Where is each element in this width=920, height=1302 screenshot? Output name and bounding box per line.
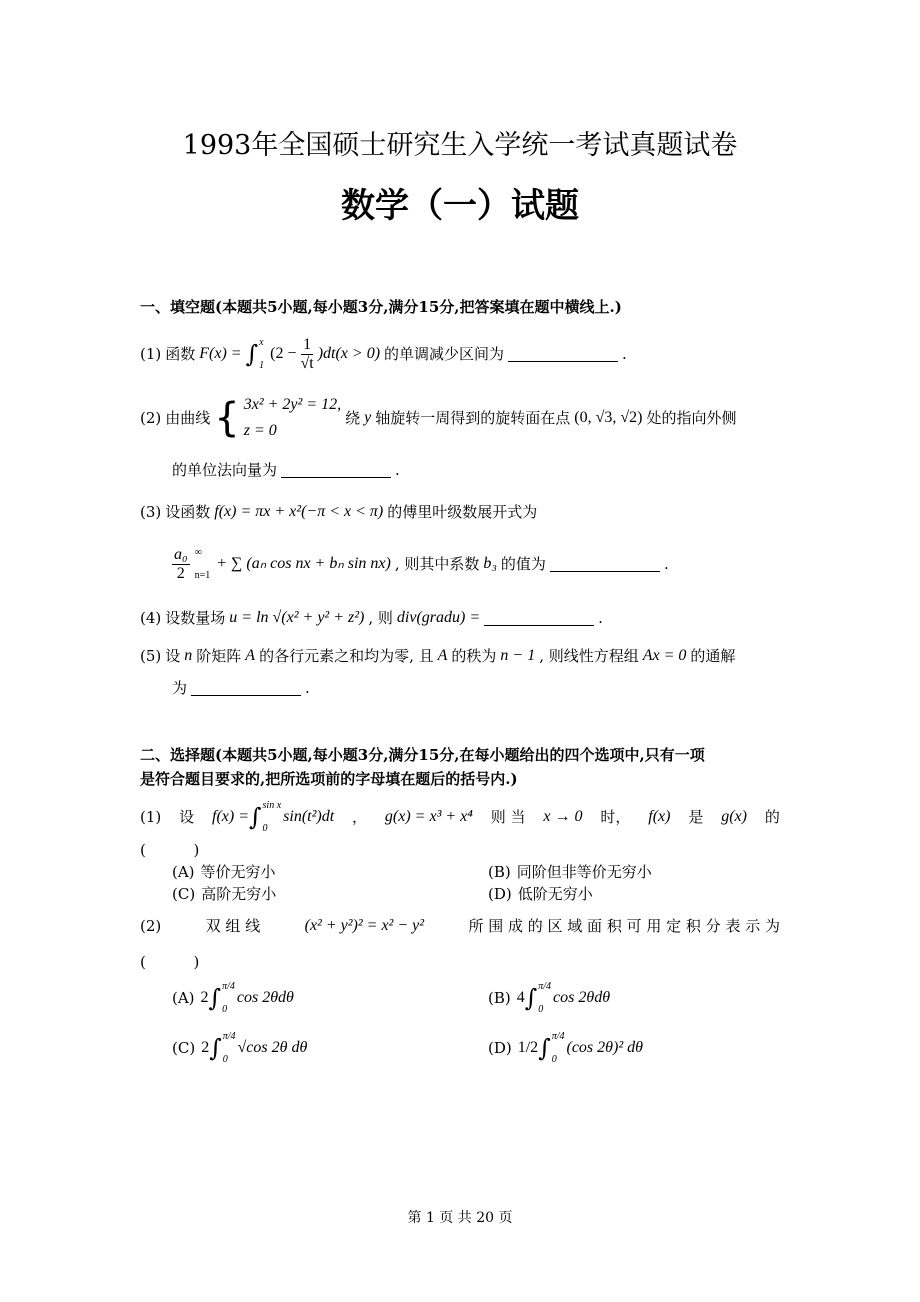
option-a[interactable]	[172, 861, 488, 883]
text: 的秩为	[451, 647, 497, 665]
option-label: (C)	[172, 1039, 196, 1057]
lower-limit: 0	[262, 823, 268, 834]
integral-limits	[552, 1031, 565, 1065]
math-expr: f(x)	[648, 808, 671, 825]
s1-question-4	[140, 603, 780, 633]
integral-sign: ∫	[208, 984, 222, 1012]
math-expr: F(x) =	[199, 345, 242, 362]
integral	[518, 1031, 643, 1065]
text: 的傅里叶级数展开式为	[387, 503, 538, 521]
math-expr: + ∑ (aₙ cos nx + bₙ sin nx)	[216, 555, 391, 572]
question-number: (3)	[140, 503, 162, 521]
answer-blank[interactable]	[191, 681, 301, 696]
integral-limits	[263, 800, 282, 834]
math-expr: cos 2θdθ	[236, 989, 294, 1006]
text: 的	[764, 808, 780, 826]
answer-blank[interactable]	[281, 463, 391, 478]
page-footer: 第 1 页 共 20 页	[407, 1210, 513, 1226]
text: 则 当	[490, 808, 526, 826]
option-b[interactable]	[488, 861, 780, 883]
text: 双 组 线	[205, 917, 261, 935]
option-text: 低阶无穷小	[517, 885, 593, 903]
fraction	[172, 546, 190, 583]
option-d[interactable]	[488, 1031, 780, 1065]
coefficient: 2	[200, 989, 209, 1006]
equation: z = 0	[243, 422, 277, 439]
sum-lower: n=1	[194, 570, 211, 581]
text: 设函数	[165, 503, 211, 521]
lower-limit: 0	[222, 1004, 228, 1015]
option-label: (A)	[172, 863, 195, 881]
math-expr: div(gradu) =	[396, 609, 481, 626]
text: 设	[165, 647, 181, 665]
coefficient: 1/2	[517, 1039, 539, 1056]
brace: {	[214, 395, 240, 441]
text: 设	[179, 808, 195, 826]
integral-sign: ∫	[524, 984, 538, 1012]
math-expr: (cos 2θ)² dθ	[566, 1039, 643, 1056]
text: .	[305, 679, 310, 697]
answer-parentheses[interactable]: ( )	[140, 953, 200, 971]
upper-limit: π/4	[551, 1031, 565, 1042]
text: 的各行元素之和均为零, 且	[259, 647, 434, 665]
math-var: b₃	[483, 555, 497, 572]
lower-limit: 1	[259, 360, 265, 371]
document-title: 1993年全国硕士研究生入学统一考试真题试卷	[182, 130, 738, 161]
text: 轴旋转一周得到的旋转面在点	[375, 409, 571, 427]
integral-sign: ∫	[538, 1034, 551, 1062]
s1-question-3-cont	[140, 541, 780, 587]
option-label: (D)	[488, 1039, 512, 1057]
option-label: (B)	[488, 989, 511, 1007]
math-expr: cos 2θdθ	[553, 989, 611, 1006]
option-label: (A)	[172, 989, 195, 1007]
math-expr: Ax = 0	[642, 647, 687, 664]
text: 的通解	[690, 647, 736, 665]
question-number: (2)	[140, 917, 162, 935]
text: 阶矩阵	[196, 647, 242, 665]
math-expr: x → 0	[543, 808, 583, 825]
text: 是	[688, 808, 704, 826]
integral	[201, 1031, 307, 1065]
answer-blank[interactable]	[550, 557, 660, 572]
question-number: (1)	[140, 808, 162, 826]
upper-limit: π/4	[538, 981, 552, 992]
text: 的值为	[500, 555, 546, 573]
math-expr: sin(t²)dt	[283, 808, 335, 825]
lower-limit: 0	[222, 1054, 228, 1065]
text: 为	[172, 679, 188, 697]
option-text: 高阶无穷小	[201, 885, 277, 903]
s2-question-1	[140, 797, 780, 837]
integral-limits	[259, 337, 264, 371]
section1-heading: 一、填空题(本题共5小题,每小题3分,满分15分,把答案填在题中横线上.)	[140, 298, 622, 316]
text: .	[663, 555, 669, 573]
text: 函数	[165, 345, 196, 363]
s1-question-5	[140, 645, 780, 667]
text: .	[622, 345, 627, 363]
sum-upper: ∞	[194, 547, 202, 558]
text: 处的指向外侧	[646, 409, 737, 427]
text: 的单调减少区间为	[384, 345, 505, 363]
integral-sign: ∫	[249, 803, 262, 831]
equation-system	[244, 392, 341, 444]
equation: 3x² + 2y² = 12,	[243, 396, 342, 413]
coefficient: 2	[201, 1039, 210, 1056]
math-expr: (2 −	[270, 345, 297, 362]
s1-question-2-cont	[140, 459, 780, 481]
section2-heading-cont: 是符合题目要求的,把所选项前的字母填在题后的括号内.)	[140, 770, 518, 788]
s1-question-3	[140, 501, 780, 523]
numerator: 1	[303, 335, 312, 353]
math-expr: n − 1	[500, 647, 536, 664]
lower-limit: 0	[551, 1054, 557, 1065]
integral-limits	[538, 981, 551, 1015]
answer-blank[interactable]	[484, 611, 594, 626]
text: 的单位法向量为	[172, 461, 278, 479]
upper-limit: x	[259, 337, 264, 348]
question-number: (2)	[140, 409, 162, 427]
integral-limits	[222, 981, 235, 1015]
f-definition	[212, 800, 334, 834]
upper-limit: π/4	[222, 981, 235, 992]
option-d[interactable]	[488, 883, 780, 905]
math-expr: u = ln √(x² + y² + z²)	[229, 609, 365, 626]
question-number: (4)	[140, 609, 162, 627]
option-c[interactable]	[172, 883, 488, 905]
math-var: A	[437, 647, 448, 664]
document-subtitle: 数学（一）试题	[341, 186, 579, 226]
option-c[interactable]	[172, 1031, 488, 1065]
answer-blank[interactable]	[508, 347, 618, 362]
text: 所 围 成 的 区 域 面 积 可 用 定 积 分 表 示 为	[468, 917, 780, 935]
integral-sign: ∫	[245, 340, 259, 368]
math-expr: f(x) =	[212, 808, 250, 825]
question-number: (5)	[140, 647, 162, 665]
upper-limit: π/4	[222, 1031, 236, 1042]
text: , 则	[368, 609, 393, 627]
s2-question-2	[140, 915, 780, 937]
option-text: 同阶但非等价无穷小	[516, 863, 652, 881]
lower-limit: 0	[538, 1004, 544, 1015]
answer-parentheses[interactable]: ( )	[140, 841, 200, 859]
math-expr: g(x) = x³ + x⁴	[384, 808, 473, 825]
math-var: A	[245, 647, 256, 664]
upper-limit: sin x	[262, 800, 282, 811]
text: 绕	[345, 409, 361, 427]
math-expr: )dt(x > 0)	[317, 345, 381, 362]
option-label: (B)	[488, 863, 511, 881]
text: 时，	[600, 808, 631, 826]
denominator: 2	[176, 564, 185, 582]
math-var: n	[184, 647, 193, 664]
coefficient: 4	[516, 989, 525, 1006]
option-label: (C)	[172, 885, 196, 903]
option-label: (D)	[488, 885, 512, 903]
sum-limits	[195, 547, 211, 581]
s2-q2-options	[140, 981, 780, 1065]
option-b[interactable]	[488, 981, 780, 1015]
option-text: 等价无穷小	[200, 863, 276, 881]
integral-sign: ∫	[209, 1034, 222, 1062]
s2-q1-options	[140, 861, 780, 905]
integral-limits	[223, 1031, 236, 1065]
math-expr: g(x)	[721, 808, 747, 825]
math-expr: f(x) = πx + x²(−π < x < π)	[214, 503, 384, 520]
section2-heading: 二、选择题(本题共5小题,每小题3分,满分15分,在每小题给出的四个选项中,只有一项	[140, 746, 705, 764]
integral	[246, 337, 267, 371]
question-number: (1)	[140, 345, 162, 363]
math-var: y	[364, 409, 372, 426]
text: .	[395, 461, 400, 479]
text: 由曲线	[165, 409, 211, 427]
math-expr: (x² + y²)² = x² − y²	[304, 917, 425, 934]
integral	[517, 981, 610, 1015]
text: , 则其中系数	[394, 555, 480, 573]
text: 设数量场	[165, 609, 226, 627]
numerator: a₀	[174, 545, 188, 563]
s1-question-5-cont	[140, 677, 780, 699]
math-expr: √cos 2θ dθ	[237, 1039, 308, 1056]
text: , 则线性方程组	[539, 647, 639, 665]
text: .	[598, 609, 603, 627]
math-expr: (0, √3, √2)	[574, 409, 643, 426]
s1-question-1	[140, 331, 780, 377]
denominator: √t	[300, 354, 314, 372]
text: ，	[352, 808, 368, 826]
integral	[201, 981, 294, 1015]
s1-question-2	[140, 389, 780, 447]
fraction	[300, 336, 313, 373]
option-a[interactable]	[172, 981, 488, 1015]
